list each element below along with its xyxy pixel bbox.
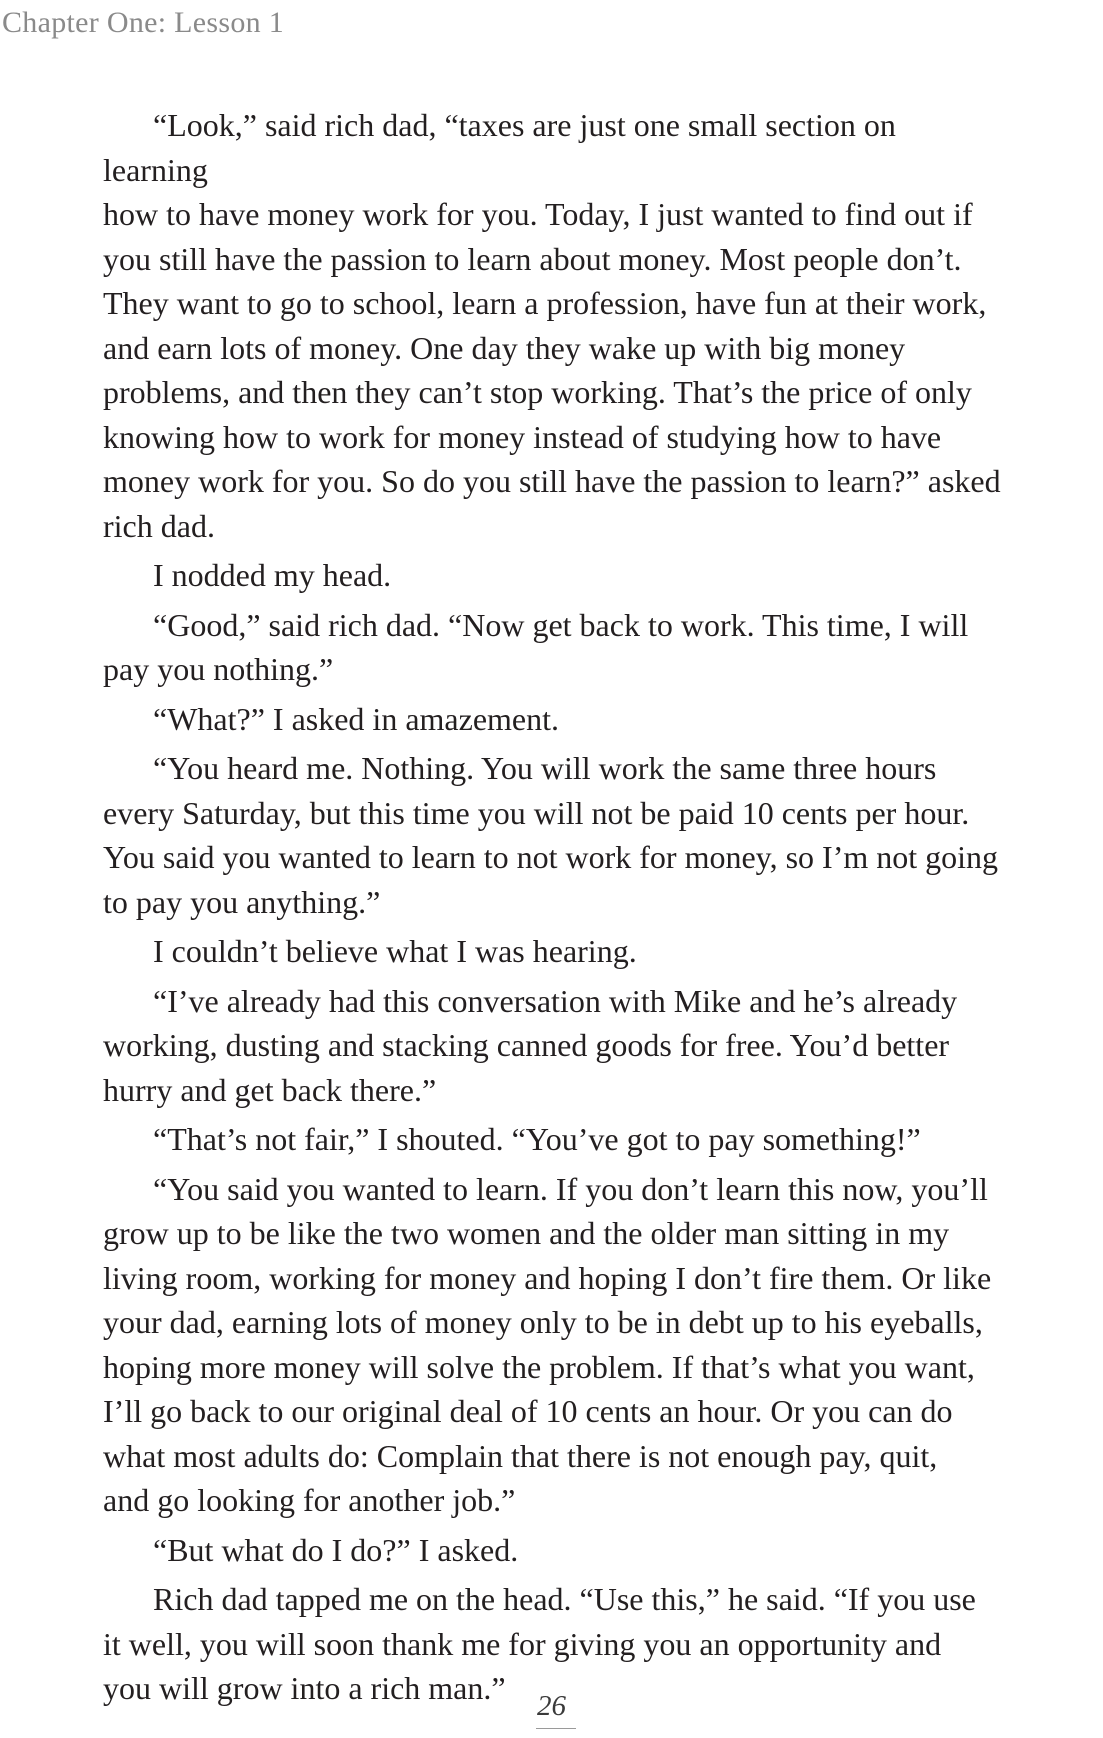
page-number-rule bbox=[536, 1728, 576, 1729]
body-text bbox=[103, 103, 1003, 1716]
paragraph: Rich dad tapped me on the head. “Use this,” he said. “If you use it well, you will soon thank me for giving you an opportunity and you will grow into a rich man.” bbox=[103, 1581, 976, 1706]
paragraph: “That’s not fair,” I shouted. “You’ve got to pay something!” bbox=[153, 1121, 921, 1157]
paragraph: I nodded my head. bbox=[153, 557, 392, 593]
paragraph: “You heard me. Nothing. You will work the same three hours every Saturday, but this time you will not be paid 10 cents per hour. You said you wanted to learn to not work for money, so I’m not going to pay you anything.” bbox=[103, 750, 999, 920]
running-head: Chapter One: Lesson 1 bbox=[2, 6, 285, 39]
paragraph: “What?” I asked in amazement. bbox=[153, 700, 559, 737]
paragraph: “You said you wanted to learn. If you don’t learn this now, you’ll grow up to be like the two women and the older man sitting in my living room, working for money and hoping I don’t fire them. Or like your dad, earning lots of money only to be in debt up to his eyeballs, hoping more money will solve the problem. If that’s what you want, I’ll go back to our original deal of 10 cents an hour. Or you can do what most adults do: Complain that there is not enough pay, quit, and go looking for another job.” bbox=[103, 1170, 992, 1518]
paragraph: “Look,” said rich dad, “taxes are just one small section on learning how to have money work for you. Today, I just wanted to find out if you still have the passion to learn about money. Most people don’t. They want to go to school, learn a profession, have fun at their work, and earn lots of money. One day they wake up with big money problems, and then they can’t stop working. That’s the price of only knowing how to work for money instead of studying how to have money work for you. So do you still have the passion to learn?” asked rich dad. bbox=[103, 107, 1001, 544]
paragraph: I couldn’t believe what I was hearing. bbox=[153, 933, 637, 969]
page-number: 26 bbox=[537, 1690, 566, 1722]
paragraph: “Good,” said rich dad. “Now get back to work. This time, I will pay you nothing.” bbox=[103, 606, 969, 687]
paragraph: “But what do I do?” I asked. bbox=[153, 1531, 519, 1568]
paragraph: “I’ve already had this conversation with Mike and he’s already working, dusting and stacking canned goods for free. You’d better hurry and get back there.” bbox=[103, 982, 958, 1108]
